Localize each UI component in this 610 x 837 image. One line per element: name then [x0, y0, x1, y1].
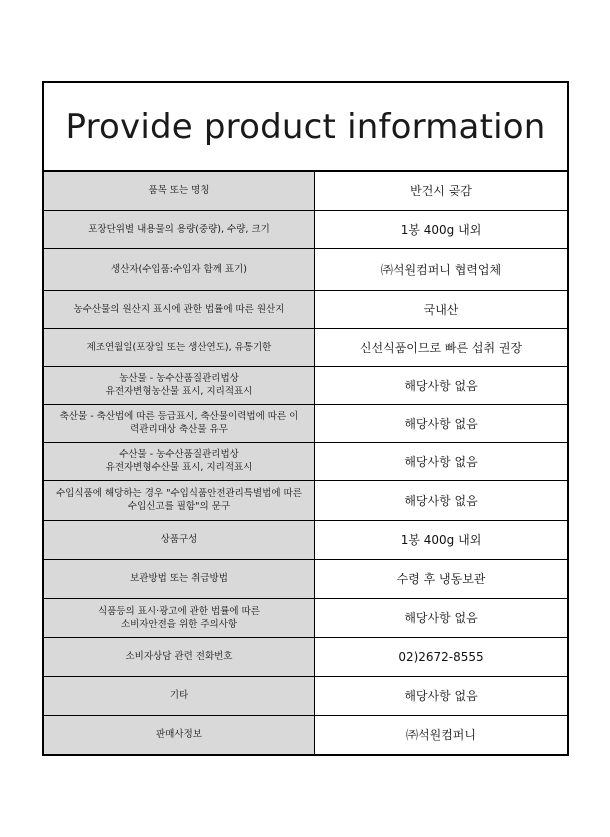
info-row	[44, 480, 567, 520]
row-value: 반건시 곶감	[315, 172, 568, 210]
info-row	[44, 290, 567, 328]
row-label: 보관방법 또는 취급방법	[44, 559, 315, 598]
row-value: 해당사항 없음	[315, 676, 568, 715]
row-label: 상품구성	[44, 520, 315, 559]
info-row	[44, 559, 567, 598]
row-label: 농산물 - 농수산품질관리법상 유전자변형농산물 표시, 지리적표시	[44, 366, 315, 404]
product-info-rows	[44, 172, 567, 754]
row-value: 1봉 400g 내외	[315, 210, 568, 248]
row-value: 국내산	[315, 290, 568, 328]
row-label: 식품등의 표시·광고에 관한 법률에 따른 소비자안전을 위한 주의사항	[44, 598, 315, 637]
row-value: 1봉 400g 내외	[315, 520, 568, 559]
info-row	[44, 248, 567, 290]
row-label: 생산자(수입품:수입자 함께 표기)	[44, 248, 315, 290]
row-label: 수산물 - 농수산품질관리법상 유전자변형수산물 표시, 지리적표시	[44, 442, 315, 480]
info-row	[44, 404, 567, 442]
info-row	[44, 520, 567, 559]
row-value: 해당사항 없음	[315, 442, 568, 480]
info-row	[44, 637, 567, 676]
row-label: 소비자상담 관련 전화번호	[44, 637, 315, 676]
row-value: 수령 후 냉동보관	[315, 559, 568, 598]
row-value: 신선식품이므로 빠른 섭취 권장	[315, 328, 568, 366]
product-info-sheet	[42, 81, 569, 756]
info-row	[44, 598, 567, 637]
info-row	[44, 442, 567, 480]
info-row	[44, 210, 567, 248]
row-label: 농수산물의 원산지 표시에 관한 법률에 따른 원산지	[44, 290, 315, 328]
info-row	[44, 328, 567, 366]
info-row	[44, 172, 567, 210]
row-label: 축산물 - 축산법에 따른 등급표시, 축산물이력법에 따른 이 력관리대상 축산물 유무	[44, 404, 315, 442]
row-label: 수입식품에 해당하는 경우 "수입식품안전관리특별법에 따른 수입신고를 필함"의 문구	[44, 480, 315, 520]
product-info-table	[44, 172, 567, 754]
row-value: 해당사항 없음	[315, 366, 568, 404]
row-value: 02)2672-8555	[315, 637, 568, 676]
info-row	[44, 366, 567, 404]
row-label: 판매사정보	[44, 715, 315, 754]
page-title: Provide product information	[44, 83, 567, 172]
row-value: 해당사항 없음	[315, 480, 568, 520]
info-row	[44, 676, 567, 715]
row-value: 해당사항 없음	[315, 598, 568, 637]
info-row	[44, 715, 567, 754]
row-label: 품목 또는 명칭	[44, 172, 315, 210]
row-label: 포장단위별 내용물의 용량(중량), 수량, 크기	[44, 210, 315, 248]
row-value: 해당사항 없음	[315, 404, 568, 442]
row-value: ㈜석원컴퍼니	[315, 715, 568, 754]
row-label: 제조연월일(포장일 또는 생산연도), 유통기한	[44, 328, 315, 366]
row-value: ㈜석원컴퍼니 협력업체	[315, 248, 568, 290]
row-label: 기타	[44, 676, 315, 715]
